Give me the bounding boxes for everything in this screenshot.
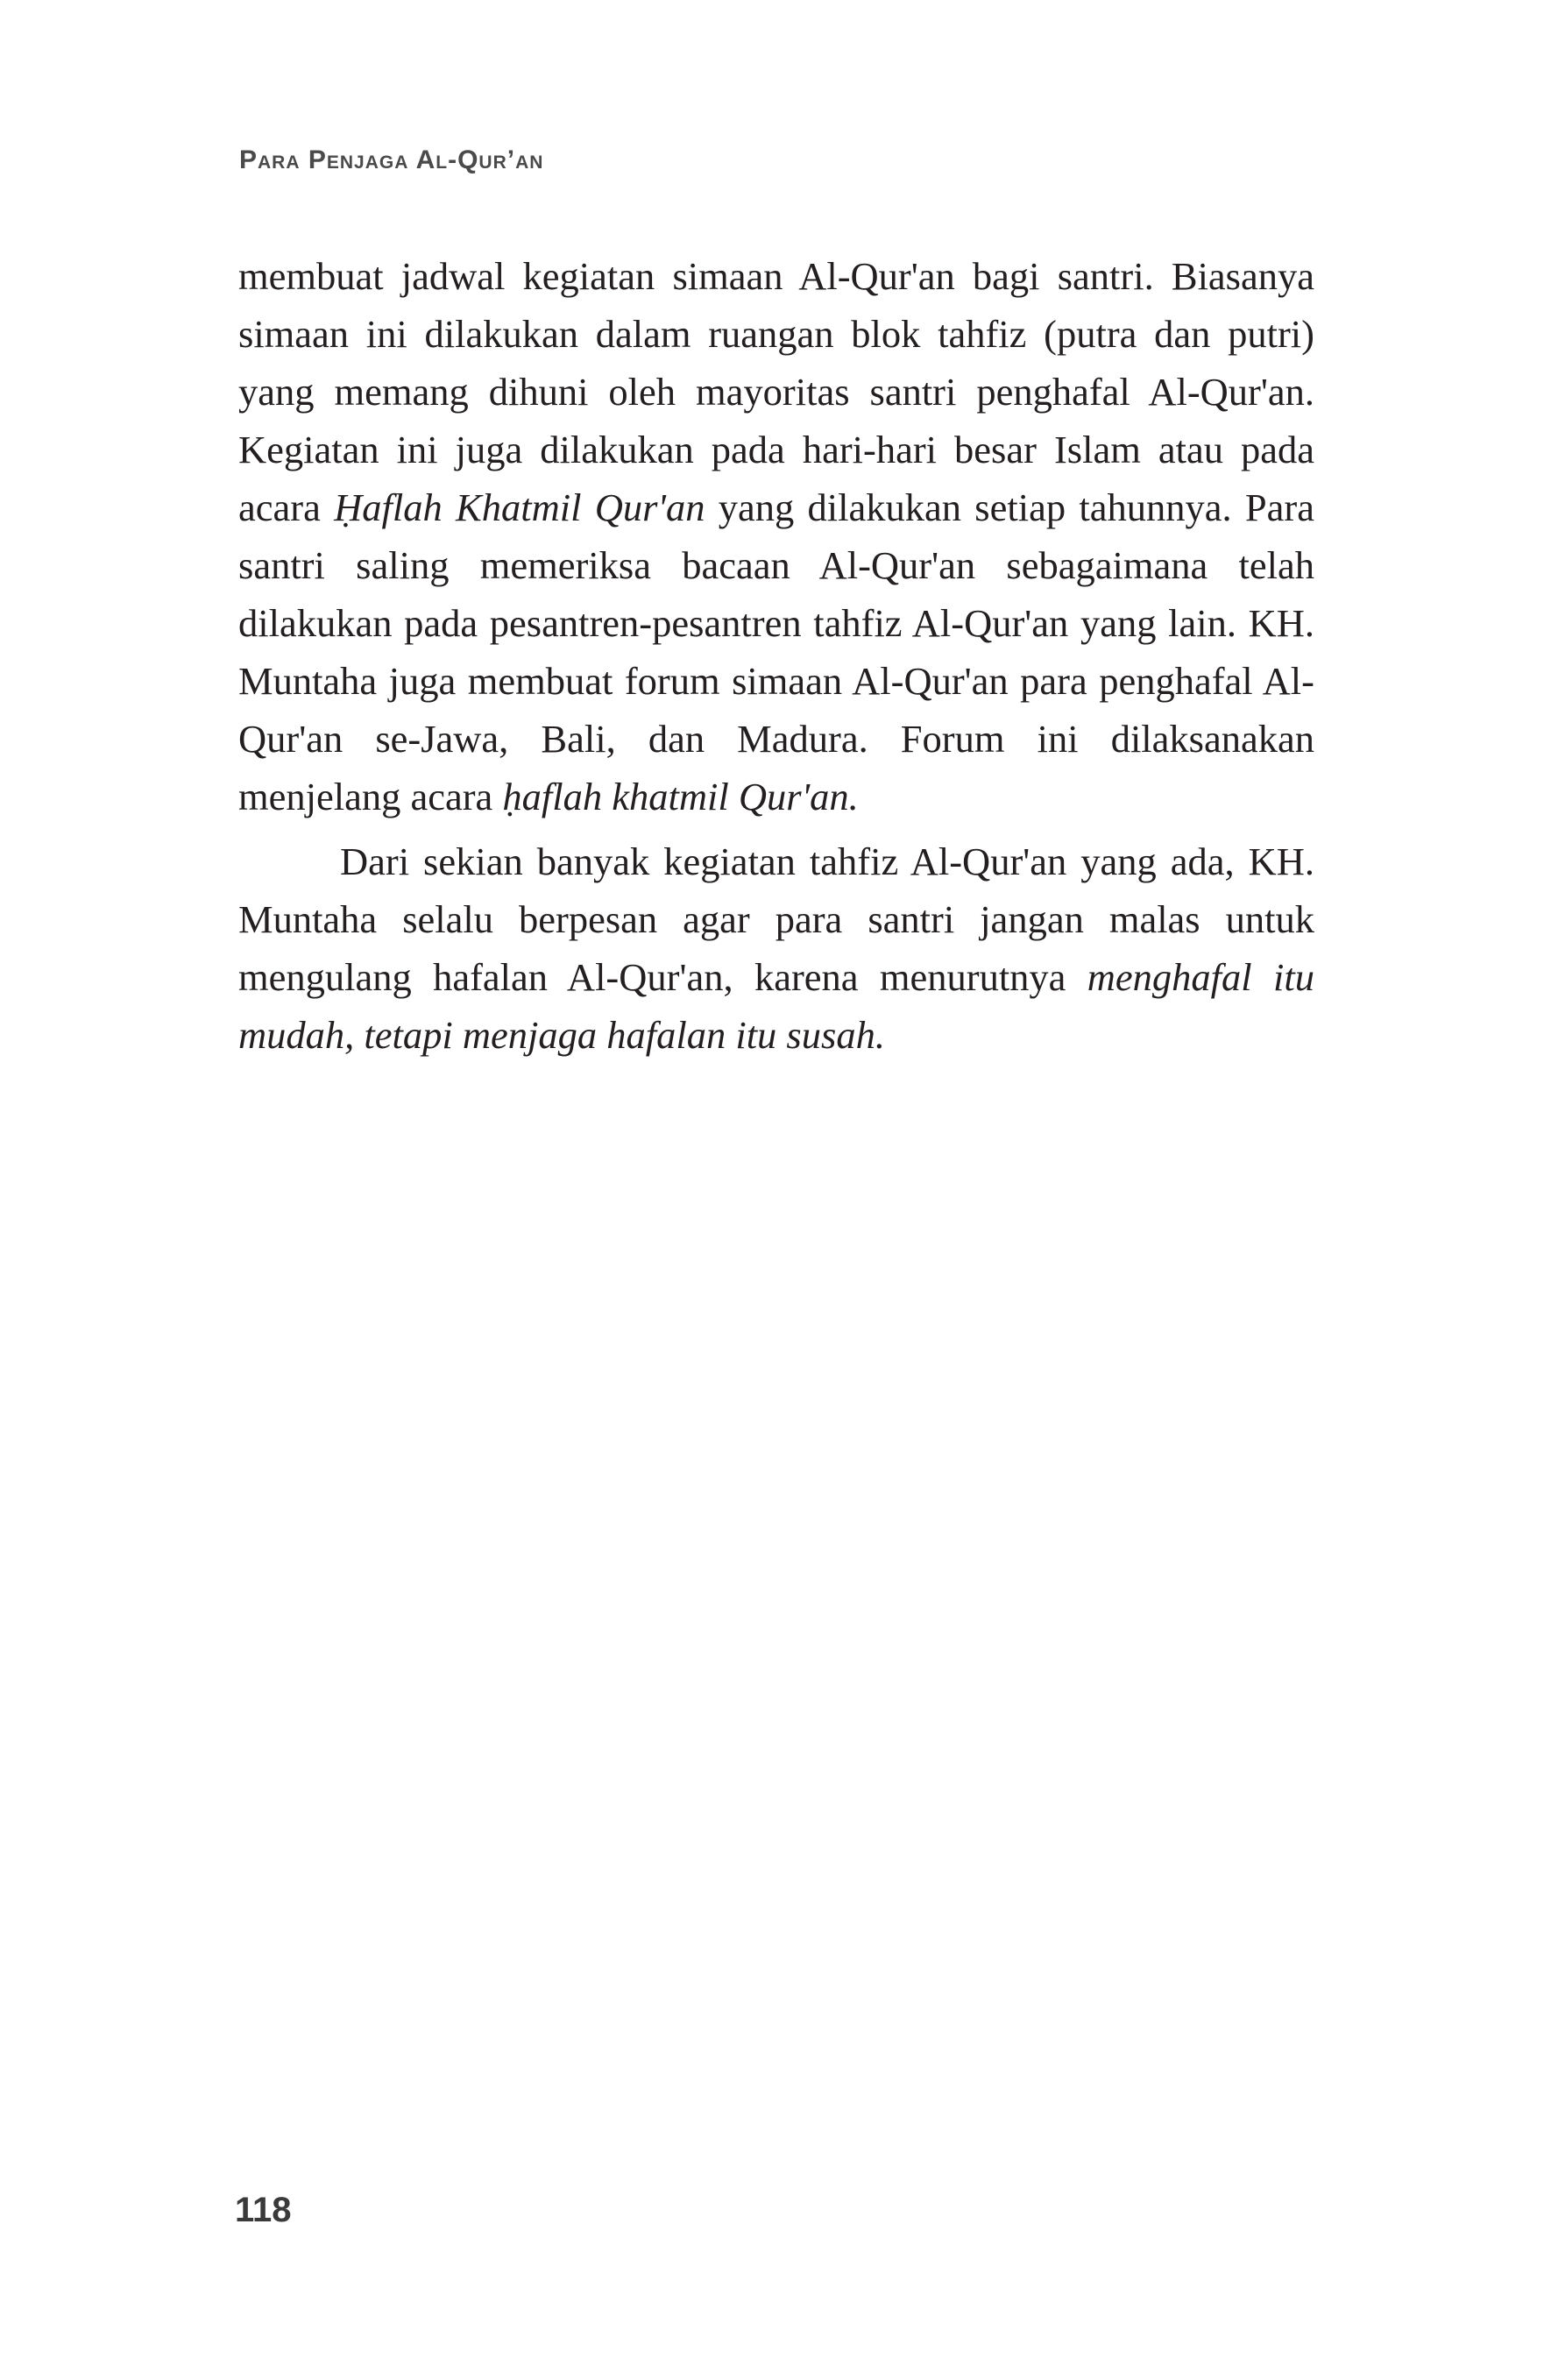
paragraph-2 <box>238 832 1314 1064</box>
paragraph-1-text-a: membuat jadwal kegiatan simaan Al-Qur'an bagi santri. Biasanya simaan ini dilakukan dalam ruangan blok tahfiz (putra dan putri) yang memang dihuni oleh mayoritas santri penghafal Al-Qur'an. Kegiatan ini juga dilakukan pada hari-hari besar Islam atau pada acara <box>238 254 1314 529</box>
running-header: Para Penjaga Al-Qur’an <box>239 145 544 174</box>
paragraph-1-text-b: yang dilakukan setiap tahunnya. Para santri saling memeriksa bacaan Al-Qur'an sebagaimana telah dilakukan pada pesantren-pesantren tahfiz Al-Qur'an yang lain. KH. Muntaha juga membuat forum simaan Al-Qur'an para penghafal Al-Qur'an se-Jawa, Bali, dan Madura. Forum ini dilaksanakan menjelang acara <box>238 485 1314 818</box>
paragraph-2-text: Dari sekian banyak kegiatan tahfiz Al-Qur'an yang ada, KH. Muntaha selalu berpesan agar para santri jangan malas untuk mengulang hafalan Al-Qur'an, karena menurutnya <box>238 839 1314 999</box>
page-number: 118 <box>235 2191 292 2229</box>
paragraph-1 <box>238 247 1314 825</box>
paragraph-1-italic-term-a: Ḥaflah Khatmil Qur'an <box>334 485 705 529</box>
body-text <box>238 247 1314 1064</box>
paragraph-2-italic-quote: menghafal itu mudah, tetapi menjaga hafalan itu susah. <box>238 955 1314 1057</box>
paragraph-1-italic-term-b: ḥaflah khatmil Qur'an. <box>502 775 859 818</box>
